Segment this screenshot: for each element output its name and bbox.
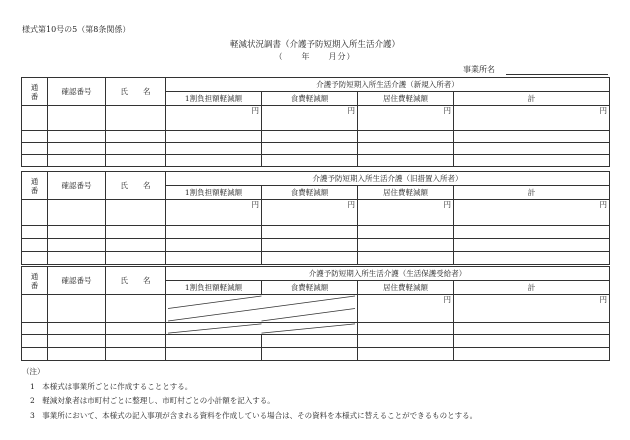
copay-amount-cell[interactable]: 円 (166, 200, 262, 226)
col-header-copay-reduction: 1割負担額軽減額 (166, 92, 262, 106)
struck-out-copay-meal-cells (166, 295, 358, 323)
notes-heading: （注） (22, 367, 45, 376)
col-header-total: 計 (454, 186, 610, 200)
col-header-name: 氏 名 (106, 172, 166, 200)
meal-amount-cell[interactable]: 円 (262, 106, 358, 131)
table-row (22, 155, 610, 167)
table-row (22, 348, 610, 361)
col-header-name: 氏 名 (106, 78, 166, 106)
office-name-label: 事業所名 (463, 65, 495, 74)
confirmation-number-cell[interactable] (48, 295, 106, 323)
col-header-meal-reduction: 食費軽減額 (262, 281, 358, 295)
col-header-confirmation-number: 確認番号 (48, 78, 106, 106)
col-header-housing-reduction: 居住費軽減額 (358, 92, 454, 106)
housing-amount-cell[interactable]: 円 (358, 106, 454, 131)
section-title-new-residents: 介護予防短期入所生活介護（新規入所者） (166, 78, 610, 92)
col-header-housing-reduction: 居住費軽減額 (358, 281, 454, 295)
notes-section (22, 365, 477, 423)
reduction-table-welfare-recipients (21, 266, 610, 361)
housing-amount-cell[interactable]: 円 (358, 295, 454, 323)
total-amount-cell[interactable]: 円 (454, 106, 610, 131)
housing-amount-cell[interactable]: 円 (358, 200, 454, 226)
col-header-name: 氏 名 (106, 267, 166, 295)
reduction-table-new-residents (21, 77, 610, 167)
table-row (22, 252, 610, 265)
table-row (22, 200, 610, 226)
name-cell[interactable] (106, 106, 166, 131)
serial-cell[interactable] (22, 295, 48, 323)
table-row (22, 106, 610, 131)
note-item: 3 事業所において、本様式の記入事項が含まれる資料を作成している場合は、その資料を本様式に替えることができるものとする。 (30, 410, 478, 420)
reduction-table-former-placement (21, 171, 610, 265)
table-row (22, 239, 610, 252)
serial-cell[interactable] (22, 106, 48, 131)
form-number: 様式第10号の5（第8条関係） (22, 25, 131, 34)
name-cell[interactable] (106, 295, 166, 323)
col-header-total: 計 (454, 281, 610, 295)
note-item: 1 本様式は事業所ごとに作成することとする。 (30, 381, 193, 391)
office-name-underline (506, 74, 608, 75)
table-row (22, 295, 610, 323)
meal-amount-cell[interactable]: 円 (262, 200, 358, 226)
total-amount-cell[interactable]: 円 (454, 200, 610, 226)
col-header-copay-reduction: 1割負担額軽減額 (166, 281, 262, 295)
diagonal-strike-lines (166, 295, 357, 322)
period-field: （ 年 月分） (274, 52, 356, 61)
serial-cell[interactable] (22, 200, 48, 226)
table-row (22, 131, 610, 143)
col-header-confirmation-number: 確認番号 (48, 172, 106, 200)
table-row (22, 335, 610, 348)
col-header-serial: 通 番 (22, 172, 48, 200)
total-amount-cell[interactable]: 円 (454, 295, 610, 323)
table-row (22, 226, 610, 239)
struck-out-copay-meal-cells (166, 323, 358, 335)
confirmation-number-cell[interactable] (48, 106, 106, 131)
table-row (22, 143, 610, 155)
name-cell[interactable] (106, 200, 166, 226)
table-row (22, 323, 610, 335)
col-header-serial: 通 番 (22, 78, 48, 106)
col-header-meal-reduction: 食費軽減額 (262, 92, 358, 106)
section-title-former-placement: 介護予防短期入所生活介護（旧措置入所者） (166, 172, 610, 186)
confirmation-number-cell[interactable] (48, 200, 106, 226)
col-header-total: 計 (454, 92, 610, 106)
col-header-meal-reduction: 食費軽減額 (262, 186, 358, 200)
document-title: 軽減状況調書（介護予防短期入所生活介護） (229, 40, 400, 50)
note-item: 2 軽減対象者は市町村ごとに整理し、市町村ごとの小計額を記入する。 (30, 396, 275, 405)
col-header-housing-reduction: 居住費軽減額 (358, 186, 454, 200)
col-header-serial: 通 番 (22, 267, 48, 295)
diagonal-strike-lines (166, 323, 357, 334)
copay-amount-cell[interactable]: 円 (166, 106, 262, 131)
col-header-copay-reduction: 1割負担額軽減額 (166, 186, 262, 200)
col-header-confirmation-number: 確認番号 (48, 267, 106, 295)
section-title-welfare-recipients: 介護予防短期入所生活介護（生活保護受給者） (166, 267, 610, 281)
